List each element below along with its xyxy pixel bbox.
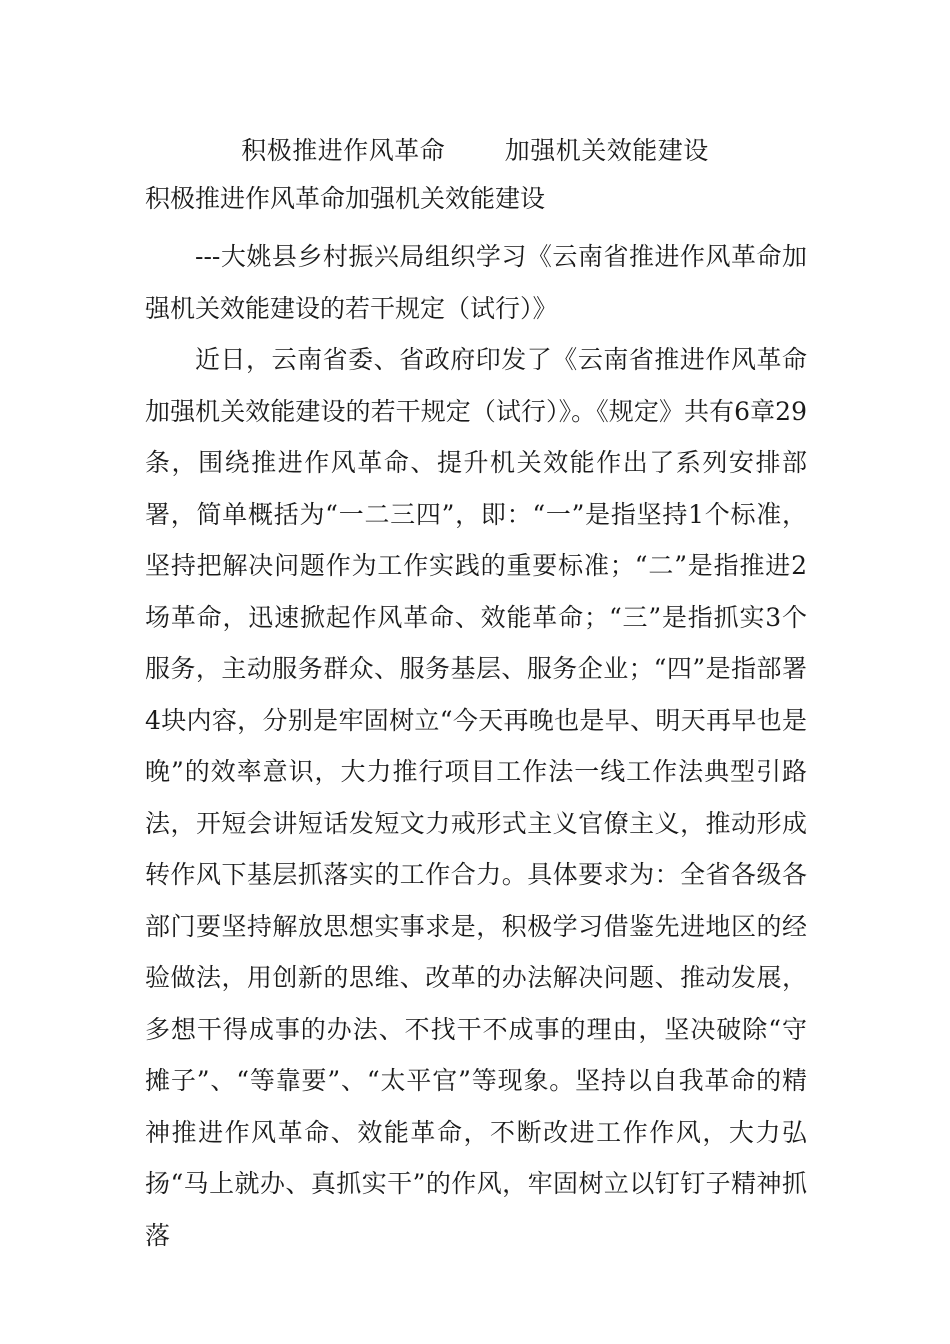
document-body	[145, 231, 807, 1261]
subtitle-paragraph: ---大姚县乡村振兴局组织学习《云南省推进作风革命加强机关效能建设的若干规定（试行）》	[145, 242, 807, 323]
document-title: 积极推进作风革命加强机关效能建设	[145, 184, 546, 213]
body-paragraph: 近日，云南省委、省政府印发了《云南省推进作风革命加强机关效能建设的若干规定（试行）》。《规定》共有6章29条，围绕推进作风革命、提升机关效能作出了系列安排部署，简单概括为“一二三四”，即：“一”是指坚持1个标准，坚持把解决问题作为工作实践的重要标准；“二”是指推进2场革命，迅速掀起作风革命、效能革命；“三”是指抓实3个服务，主动服务群众、服务基层、服务企业；“四”是指部署4块内容，分别是牢固树立“今天再晚也是早、明天再早也是晚”的效率意识，大力推行项目工作法一线工作法典型引路法，开短会讲短话发短文力戒形式主义官僚主义，推动形成转作风下基层抓落实的工作合力。具体要求为：全省各级各部门要坚持解放思想实事求是，积极学习借鉴先进地区的经验做法，用创新的思维、改革的办法解决问题、推动发展，多想干得成事的办法、不找干不成事的理由，坚决破除“守摊子”、“等靠要”、“太平官”等现象。坚持以自我革命的精神推进作风革命、效能革命，不断改进工作作风，大力弘扬“马上就办、真抓实干”的作风，牢固树立以钉钉子精神抓落	[145, 345, 807, 1250]
header-title: 积极推进作风革命 加强机关效能建设	[241, 136, 709, 165]
